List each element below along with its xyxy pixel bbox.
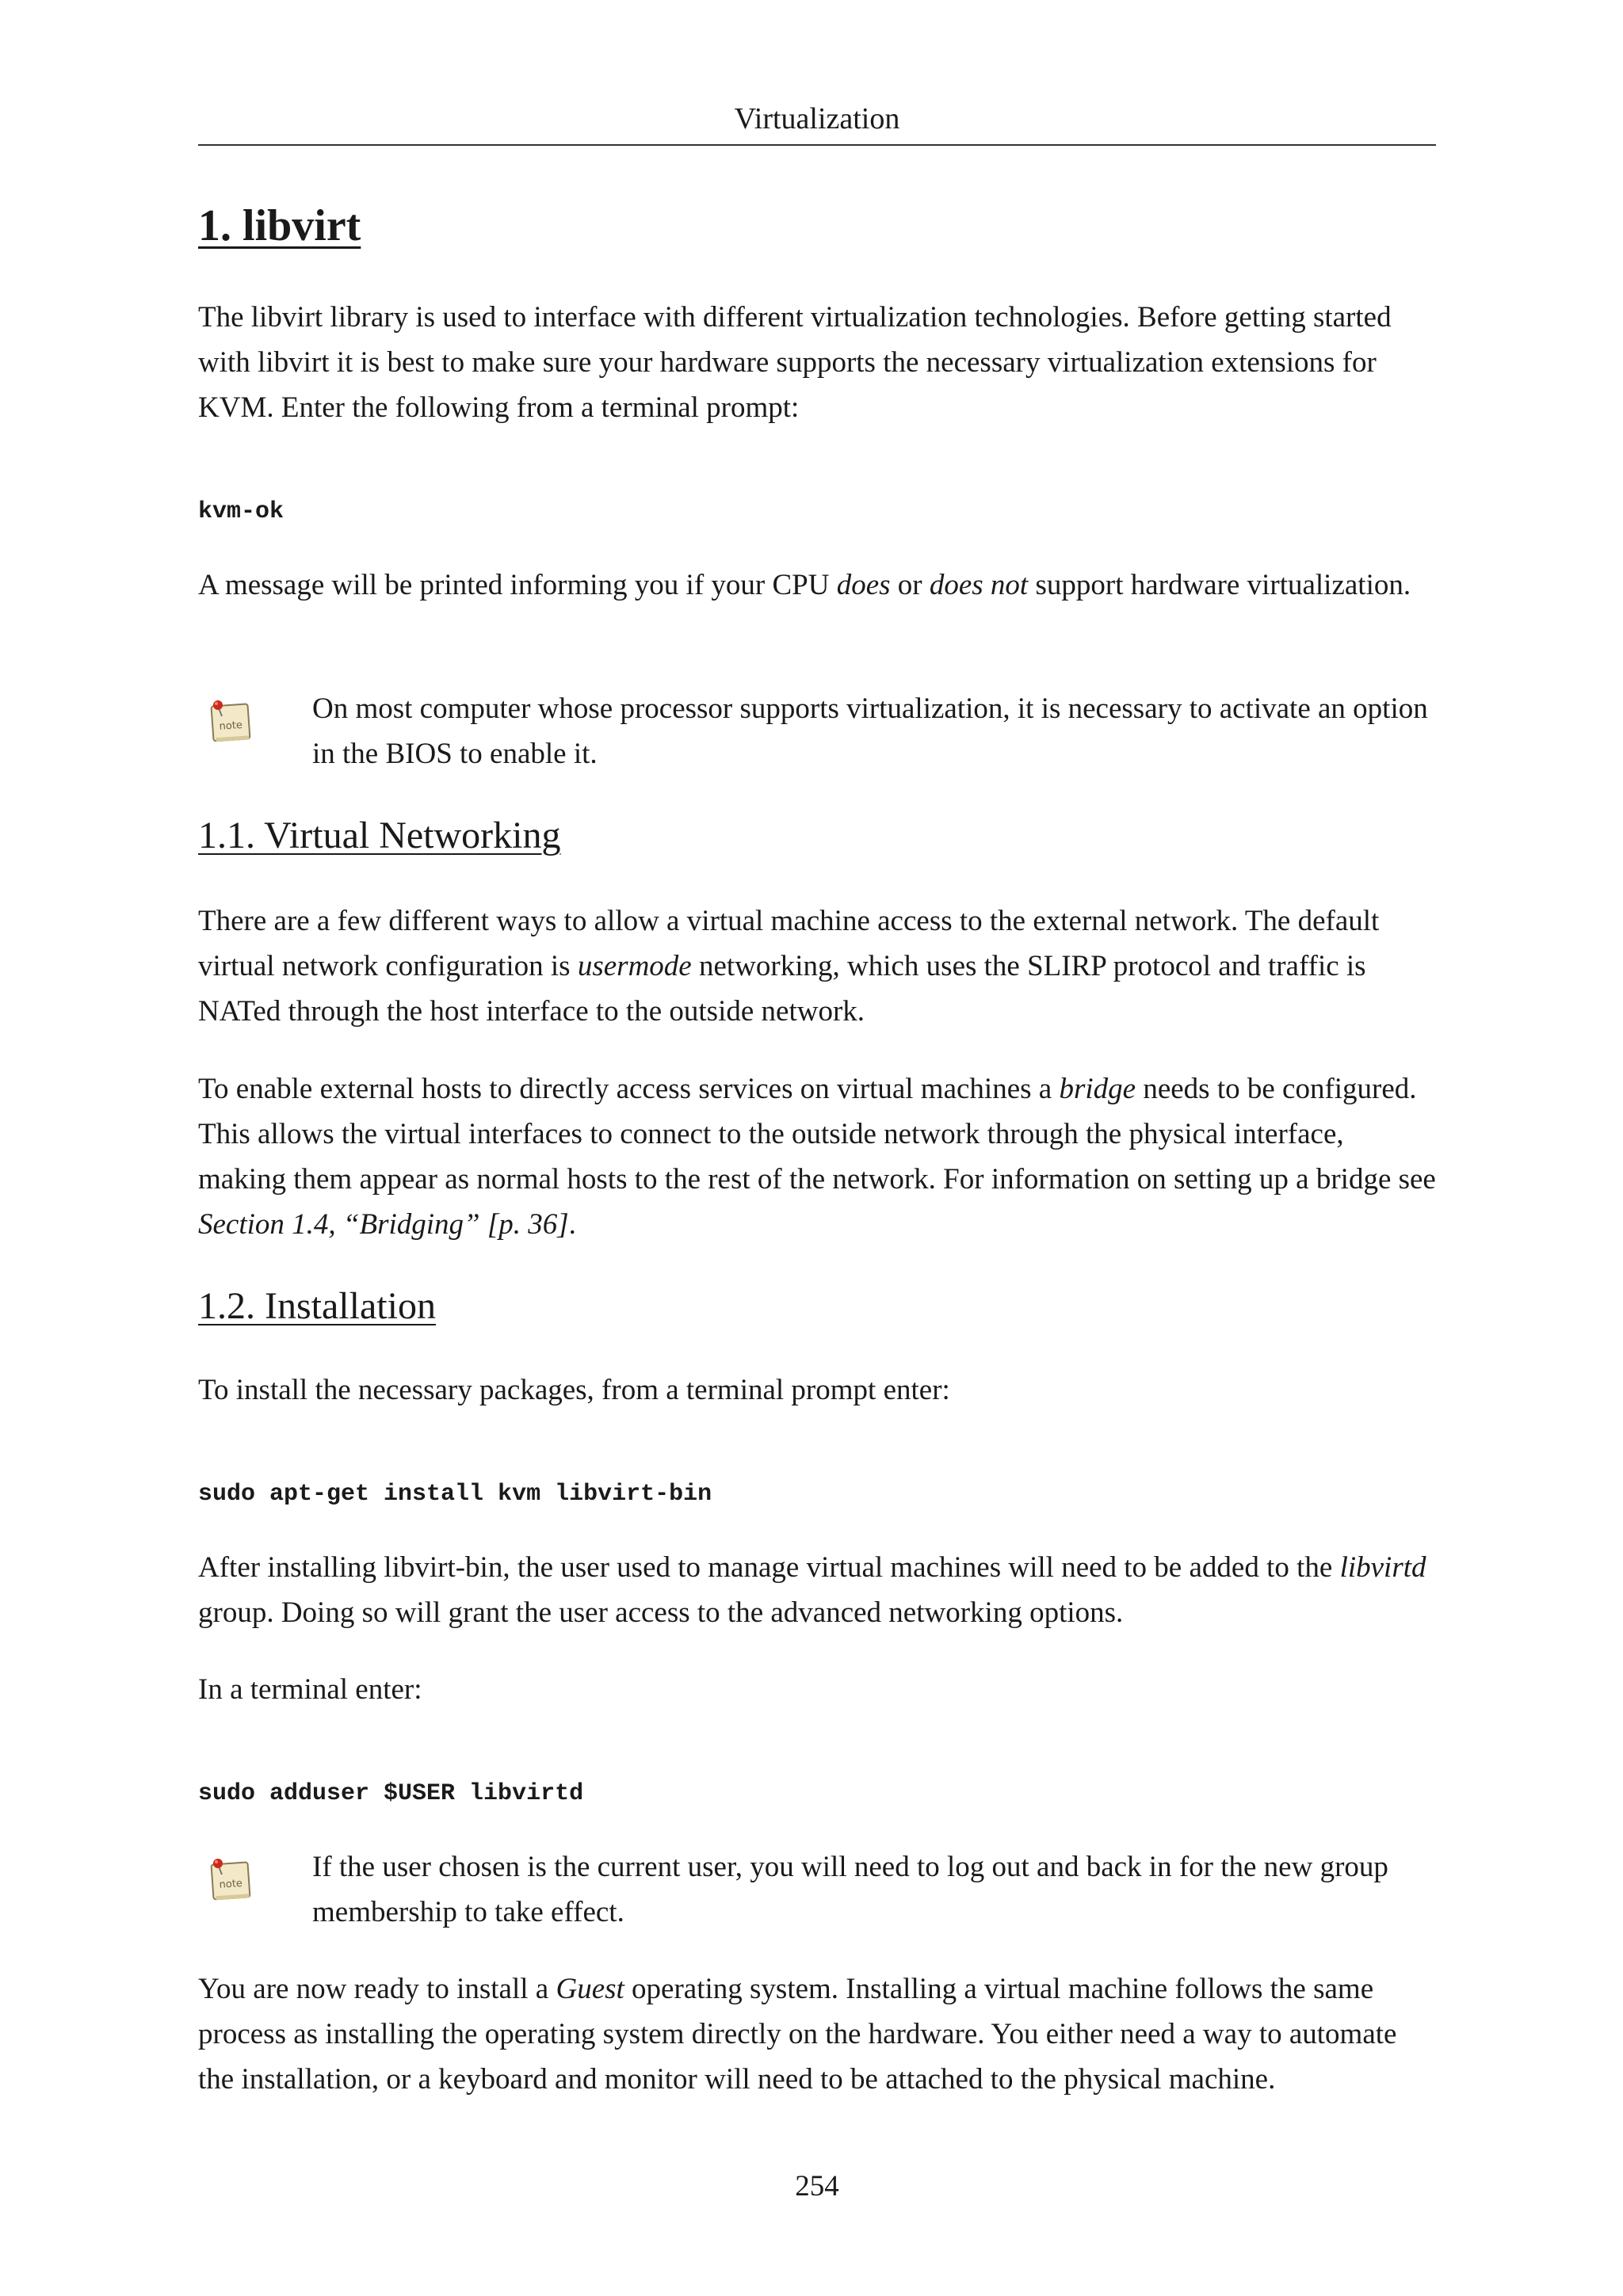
note-bios-text: On most computer whose processor supports virtualization, it is necessary to activate an option in the BIOS to enable it. bbox=[312, 692, 1428, 770]
networking-paragraph-1 bbox=[198, 898, 1436, 1034]
page-number: 254 bbox=[795, 2170, 839, 2203]
intro-paragraph bbox=[198, 295, 1436, 430]
code-kvm-ok-text: kvm-ok bbox=[198, 498, 285, 525]
installation-paragraph-3 bbox=[198, 1667, 1436, 1712]
note-icon bbox=[208, 1855, 252, 1903]
running-header: Virtualization bbox=[734, 102, 900, 135]
installation-paragraph-1 bbox=[198, 1367, 1436, 1413]
intro-text: The libvirt library is used to interface with different virtualization technologies. Before getting started with libvirt it is best to make sure your hardware supports the necessary virtualization extensions for KVM. Enter the following from a terminal prompt: bbox=[198, 301, 1392, 424]
code-apt-install bbox=[198, 1478, 1436, 1510]
networking-p1-post: networking, which uses the SLIRP protocol and traffic is NATed through the host interface to the outside network. bbox=[198, 950, 1366, 1028]
code-adduser-text: sudo adduser $USER libvirtd bbox=[198, 1780, 584, 1807]
section-title bbox=[198, 198, 1436, 254]
message-text-post: support hardware virtualization. bbox=[1028, 569, 1411, 601]
networking-p2-mid: needs to be configured. This allows the virtual interfaces to connect to the outside network through the physical interface, making them appear as normal hosts to the rest of the network. For information on setting up a bridge see bbox=[198, 1073, 1436, 1196]
note-icon bbox=[208, 697, 252, 745]
installation-paragraph-2 bbox=[198, 1545, 1436, 1635]
networking-paragraph-2 bbox=[198, 1066, 1436, 1247]
note-logout-text: If the user chosen is the current user, you will need to log out and back in for the new group membership to take effect. bbox=[312, 1851, 1388, 1928]
note-logout bbox=[198, 1844, 1436, 1939]
header-rule bbox=[198, 144, 1436, 146]
message-does-not: does not bbox=[929, 569, 1029, 601]
code-kvm-ok bbox=[198, 496, 1436, 528]
document-page bbox=[198, 0, 1436, 2296]
networking-p2-bridge: bridge bbox=[1059, 1073, 1136, 1105]
note-icon-label: note bbox=[219, 1877, 243, 1891]
networking-p2-pre: To enable external hosts to directly access services on virtual machines a bbox=[198, 1073, 1060, 1105]
subsection-heading-installation: 1.2. Installation bbox=[198, 1285, 436, 1327]
message-does: does bbox=[836, 569, 891, 601]
subsection-networking-title bbox=[198, 811, 1436, 860]
installation-p2-pre: After installing libvirt-bin, the user used to manage virtual machines will need to be added to the bbox=[198, 1551, 1340, 1584]
message-or: or bbox=[890, 569, 930, 601]
installation-p2-group: libvirtd bbox=[1339, 1551, 1426, 1584]
networking-p1-usermode: usermode bbox=[577, 950, 692, 982]
note-icon-label: note bbox=[219, 719, 243, 733]
message-text-pre: A message will be printed informing you if your CPU bbox=[198, 569, 837, 601]
installation-p4-post: operating system. Installing a virtual machine follows the same process as installing the operating system directly on the hardware. You either need a way to automate the installation, or a keyboard and monitor will need to be attached to the physical machine. bbox=[198, 1973, 1397, 2096]
section-heading: 1. libvirt bbox=[198, 201, 361, 250]
code-adduser bbox=[198, 1778, 1436, 1810]
installation-p4-pre: You are now ready to install a bbox=[198, 1973, 556, 2005]
installation-paragraph-4 bbox=[198, 1966, 1436, 2102]
message-paragraph bbox=[198, 563, 1436, 608]
subsection-heading-networking: 1.1. Virtual Networking bbox=[198, 814, 561, 856]
installation-p2-post: group. Doing so will grant the user access to the advanced networking options. bbox=[198, 1596, 1124, 1629]
subsection-installation-title bbox=[198, 1282, 1436, 1331]
installation-p1-text: To install the necessary packages, from a terminal prompt enter: bbox=[198, 1374, 950, 1406]
networking-p2-end: . bbox=[568, 1208, 576, 1241]
installation-p4-guest: Guest bbox=[556, 1973, 624, 2005]
networking-p1-pre: There are a few different ways to allow a virtual machine access to the external network. The default virtual network configuration is bbox=[198, 905, 1380, 982]
code-apt-install-text: sudo apt-get install kvm libvirt-bin bbox=[198, 1481, 712, 1508]
installation-p3-text: In a terminal enter: bbox=[198, 1673, 422, 1706]
bridging-section-link[interactable]: Section 1.4, “Bridging” [p. 36] bbox=[198, 1208, 569, 1241]
note-bios bbox=[198, 686, 1436, 781]
